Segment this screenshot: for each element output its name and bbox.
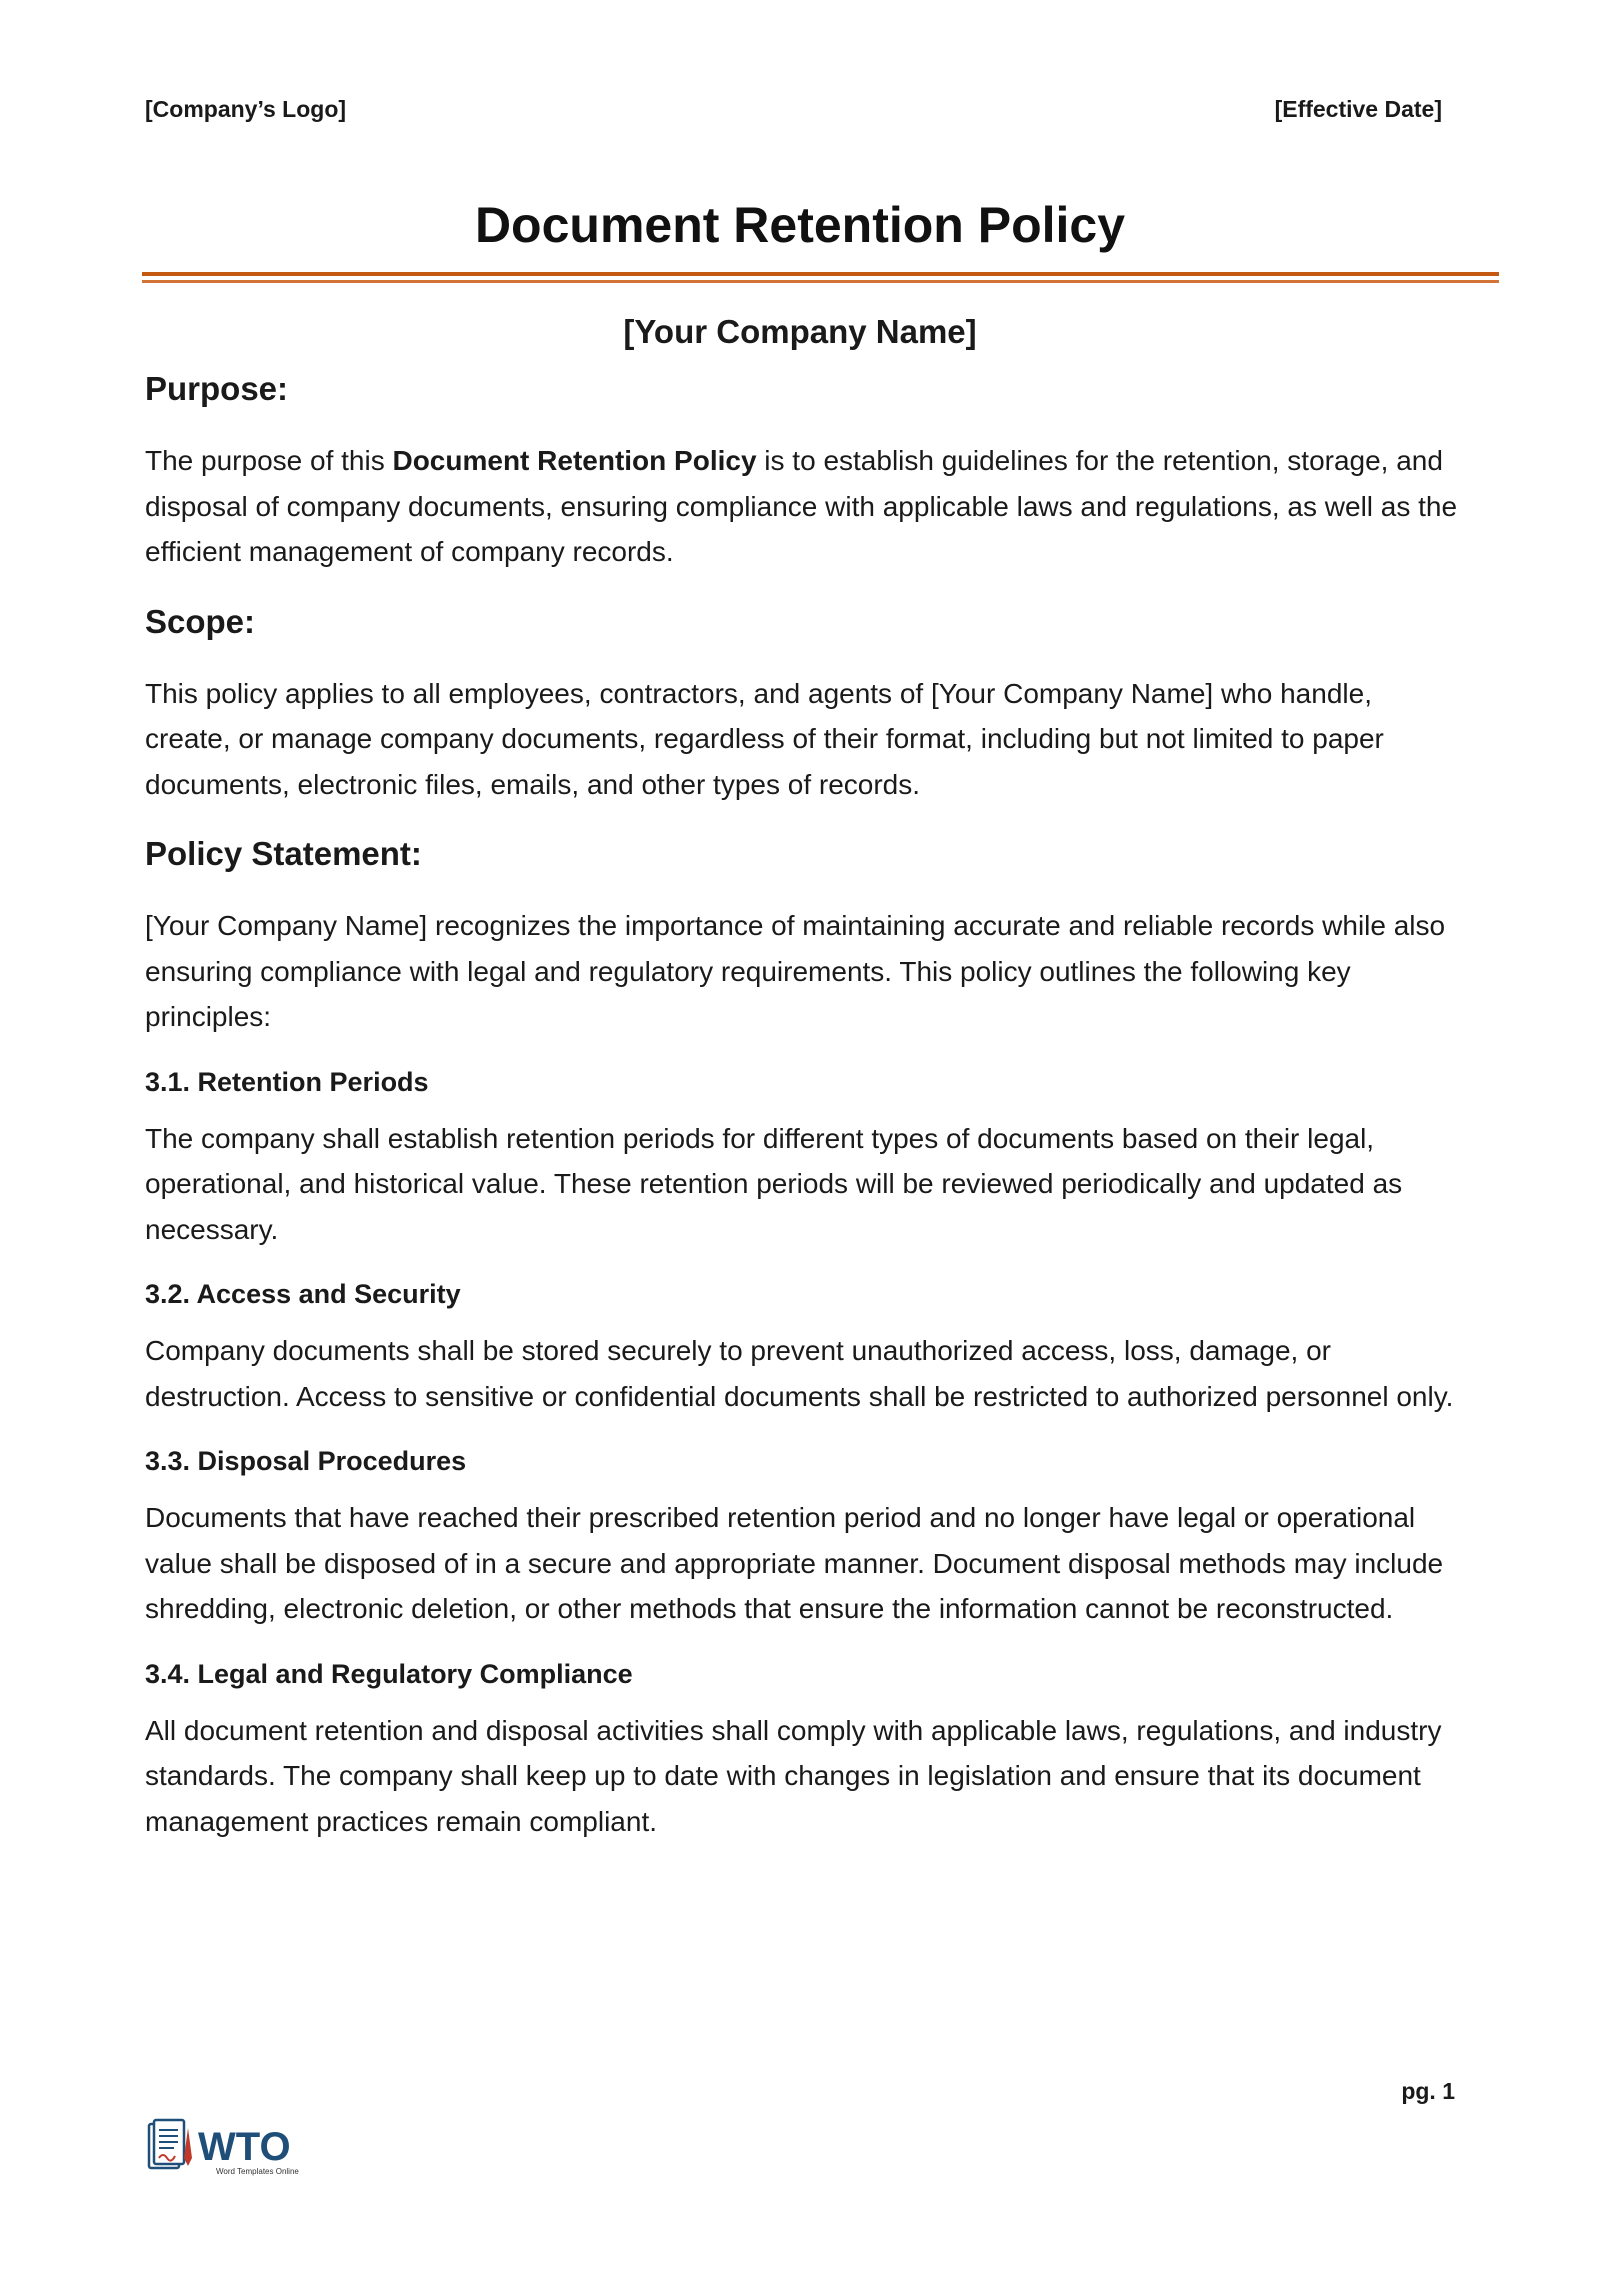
policy-body bbox=[145, 362, 1465, 1864]
scope-section bbox=[145, 595, 1465, 808]
wto-logo bbox=[146, 2118, 336, 2187]
subsection-disposal-procedures bbox=[145, 1439, 1465, 1632]
policy-statement-section bbox=[145, 827, 1465, 1040]
purpose-section bbox=[145, 362, 1465, 575]
scope-text: This policy applies to all employees, contractors, and agents of [Your Company Name] who handle, create, or manage company documents, regardless of their format, including but not limited to paper documents, electronic files, emails, and other types of records. bbox=[145, 677, 1384, 800]
subsection-access-security bbox=[145, 1272, 1465, 1419]
scope-heading: Scope: bbox=[145, 602, 256, 640]
wto-logo-icon bbox=[146, 2118, 336, 2182]
purpose-text-lead: The purpose of this bbox=[145, 445, 393, 476]
logo-wordmark: WTO bbox=[198, 2125, 291, 2169]
subsection-legal-compliance bbox=[145, 1652, 1465, 1845]
policy-statement-heading: Policy Statement: bbox=[145, 835, 422, 872]
company-logo-placeholder: [Company’s Logo] bbox=[145, 96, 347, 122]
purpose-heading: Purpose: bbox=[145, 370, 289, 407]
subsection-heading: 3.2. Access and Security bbox=[145, 1279, 461, 1309]
purpose-text-bold: Document Retention Policy bbox=[392, 445, 757, 476]
subsection-text: Company documents shall be stored securely to prevent unauthorized access, loss, damage, or destruction. Access to sensitive or confidential documents shall be restricted to authorized personnel only. bbox=[145, 1335, 1454, 1412]
logo-tagline: Word Templates Online bbox=[216, 2167, 299, 2176]
subsection-text: All document retention and disposal activities shall comply with applicable laws, regulations, and industry standards. The company shall keep up to date with changes in legislation and ensure that its document management practices remain compliant. bbox=[145, 1714, 1442, 1837]
subsection-text: The company shall establish retention periods for different types of documents based on their legal, operational, and historical value. These retention periods will be reviewed periodically and updated as necessary. bbox=[145, 1122, 1403, 1245]
page-title: Document Retention Policy bbox=[474, 197, 1126, 253]
subsection-heading: 3.1. Retention Periods bbox=[145, 1066, 429, 1097]
company-name: [Your Company Name] bbox=[623, 313, 977, 350]
title-divider bbox=[142, 272, 1499, 287]
subsection-text: Documents that have reached their prescribed retention period and no longer have legal or operational value shall be disposed of in a secure and appropriate manner. Document disposal methods may include shredding, electronic deletion, or other methods that ensure the information cannot be reconstructed. bbox=[145, 1502, 1444, 1624]
purpose-text-rest: is to establish guidelines for the retention, storage, and disposal of company documents, ensuring compliance with applicable laws and regulations, as well as the efficient management of company records. bbox=[145, 445, 1458, 567]
divider-line bbox=[142, 280, 1499, 283]
subsection-retention-periods bbox=[145, 1060, 1465, 1253]
purpose-text bbox=[145, 438, 1465, 575]
policy-statement-text: [Your Company Name] recognizes the importance of maintaining accurate and reliable records while also ensuring compliance with legal and regulatory requirements. This policy outlines the following key principles: bbox=[145, 910, 1446, 1032]
subsection-heading: 3.4. Legal and Regulatory Compliance bbox=[145, 1658, 633, 1689]
divider-line bbox=[142, 272, 1499, 276]
page-number: pg. 1 bbox=[1401, 2078, 1455, 2104]
subsection-heading: 3.3. Disposal Procedures bbox=[145, 1446, 467, 1476]
effective-date-placeholder: [Effective Date] bbox=[1274, 96, 1442, 122]
